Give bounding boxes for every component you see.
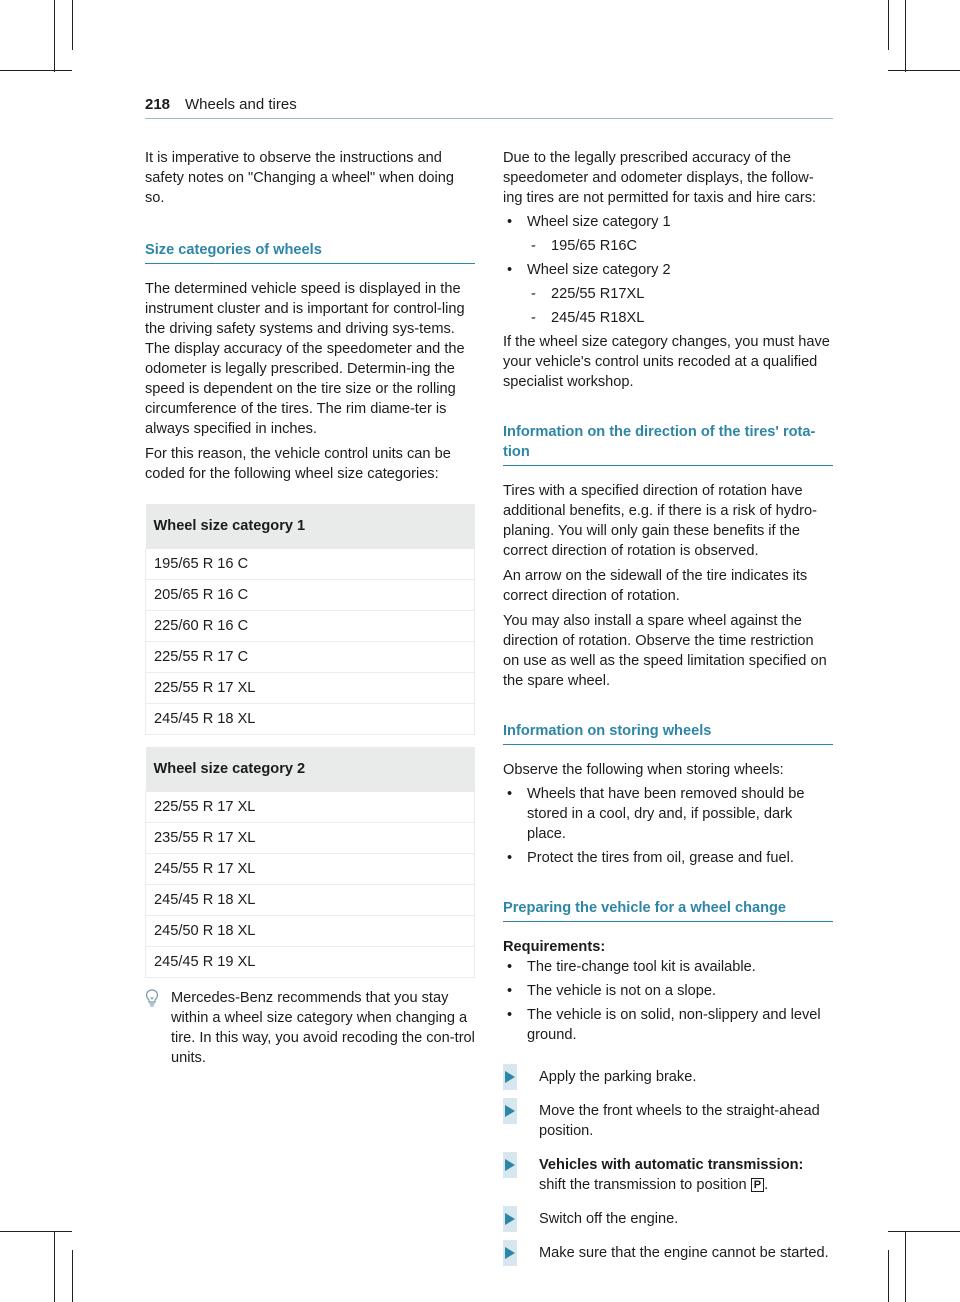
- table-row: [146, 673, 475, 704]
- list-item: [503, 212, 833, 232]
- step-item: [503, 1155, 833, 1195]
- step-text: Make sure that the engine cannot be started.: [539, 1245, 829, 1261]
- sub-list-item: [503, 236, 833, 256]
- list-item-text: The vehicle is on solid, non-slippery and level ground.: [527, 1007, 821, 1043]
- table-cell: 225/55 R 17 XL: [146, 792, 475, 823]
- rotation-paragraph-2: An arrow on the sidewall of the tire indicates its correct direction of rotation.: [503, 568, 808, 604]
- size-paragraph-1: The determined vehicle speed is displayed in the instrument cluster and is important for control-ling the driving safety systems and driving sys-tems. The display accuracy of the speedometer and the odometer is legally prescribed. Determin-ing the speed is dependent on the tire size or the rolling circumference of the tires. The rim diame-ter is always specified in inches.: [145, 281, 465, 437]
- tire-category-list: [503, 212, 833, 232]
- table-row: [146, 611, 475, 642]
- bullet: •: [507, 850, 513, 866]
- table-row: [146, 823, 475, 854]
- table-row: [146, 549, 475, 580]
- left-column: [145, 148, 475, 1068]
- table-cell: 225/55 R 17 C: [146, 642, 475, 673]
- size-paragraph-2: For this reason, the vehicle control units can be coded for the following wheel size categories:: [145, 446, 451, 482]
- wheel-size-table-category-1: [145, 504, 475, 735]
- page-title: Wheels and tires: [185, 96, 297, 113]
- dash: -: [531, 286, 536, 302]
- step-arrow-icon: [503, 1152, 517, 1178]
- tire-category-list: [503, 260, 833, 280]
- crop-mark: [72, 1250, 73, 1302]
- crop-mark: [72, 0, 73, 50]
- recode-text: If the wheel size category changes, you must have your vehicle's control units recoded at a qualified specialist workshop.: [503, 334, 830, 390]
- table-cell: 225/60 R 16 C: [146, 611, 475, 642]
- list-item-text: The tire-change tool kit is available.: [527, 959, 756, 975]
- step-text: Switch off the engine.: [539, 1211, 679, 1227]
- step-bold-label: Vehicles with automatic transmission:: [539, 1157, 804, 1173]
- page-number: 218: [145, 96, 171, 113]
- table-row: [146, 885, 475, 916]
- bullet: •: [507, 214, 513, 230]
- crop-mark: [54, 0, 55, 72]
- table-cell: 245/50 R 18 XL: [146, 916, 475, 947]
- list-item: [503, 848, 833, 868]
- step-text: Apply the parking brake.: [539, 1069, 697, 1085]
- table-cell: 205/65 R 16 C: [146, 580, 475, 611]
- crop-mark: [888, 1250, 889, 1302]
- list-item: [503, 1005, 833, 1045]
- speedometer-intro: Due to the legally prescribed accuracy of the speedometer and odometer displays, the follow-ing tires are not permitted for taxis and hire cars:: [503, 150, 817, 206]
- step-item: [503, 1243, 833, 1263]
- list-item: [503, 981, 833, 1001]
- table-row: [146, 704, 475, 735]
- step-item: [503, 1067, 833, 1087]
- table-row: [146, 916, 475, 947]
- list-item: [503, 957, 833, 977]
- step-item: [503, 1101, 833, 1141]
- table-cell: 245/45 R 19 XL: [146, 947, 475, 978]
- storing-list: [503, 784, 833, 868]
- requirements-label: Requirements:: [503, 939, 606, 955]
- table-header: Wheel size category 2: [146, 747, 475, 792]
- bullet: •: [507, 959, 513, 975]
- dash: -: [531, 310, 536, 326]
- crop-mark: [0, 70, 72, 71]
- storing-intro: Observe the following when storing wheels:: [503, 762, 784, 778]
- right-column: [503, 148, 833, 1277]
- crop-mark: [905, 0, 906, 72]
- section-heading-rotation: Information on the direction of the tires' rota-tion: [503, 422, 833, 466]
- bullet: •: [507, 1007, 513, 1023]
- table-row: [146, 854, 475, 885]
- page-header: [145, 94, 833, 119]
- table-row: [146, 947, 475, 978]
- lightbulb-icon: [145, 988, 171, 1013]
- list-item-text: The vehicle is not on a slope.: [527, 983, 717, 999]
- step-arrow-icon: [503, 1064, 517, 1090]
- bullet: •: [507, 786, 513, 802]
- wheel-size-table-category-2: [145, 747, 475, 978]
- tire-size: 225/55 R17XL: [551, 286, 645, 302]
- bullet: •: [507, 983, 513, 999]
- crop-mark: [888, 70, 960, 71]
- section-heading-preparing: Preparing the vehicle for a wheel change: [503, 898, 833, 922]
- table-cell: 245/45 R 18 XL: [146, 885, 475, 916]
- table-cell: 245/55 R 17 XL: [146, 854, 475, 885]
- step-arrow-icon: [503, 1240, 517, 1266]
- rotation-paragraph-1: Tires with a specified direction of rotation have additional benefits, e.g. if there is a risk of hydro-planing. You will only gain these benefits if the correct direction of rotation is observed.: [503, 483, 817, 559]
- step-text: shift the transmission to position: [539, 1177, 747, 1193]
- step-arrow-icon: [503, 1098, 517, 1124]
- rotation-paragraph-3: You may also install a spare wheel against the direction of rotation. Observe the time restriction on use as well as the speed limitation specified on the spare wheel.: [503, 613, 827, 689]
- list-item: [503, 260, 833, 280]
- note-box: [145, 988, 475, 1068]
- table-cell: 245/45 R 18 XL: [146, 704, 475, 735]
- list-item-text: Wheels that have been removed should be stored in a cool, dry and, if possible, dark place.: [527, 786, 805, 842]
- table-cell: 235/55 R 17 XL: [146, 823, 475, 854]
- list-item-text: Protect the tires from oil, grease and fuel.: [527, 850, 794, 866]
- section-heading-storing: Information on storing wheels: [503, 721, 833, 745]
- note-text: Mercedes-Benz recommends that you stay within a wheel size category when changing a tire. In this way, you avoid recoding the con-trol units.: [171, 990, 475, 1066]
- list-item-label: Wheel size category 1: [527, 214, 671, 230]
- crop-mark: [54, 1231, 55, 1302]
- gear-position-p: P: [751, 1178, 764, 1192]
- section-heading-size-categories: Size categories of wheels: [145, 240, 475, 264]
- dash: -: [531, 238, 536, 254]
- tire-size: 195/65 R16C: [551, 238, 638, 254]
- sub-list-item: [503, 284, 833, 304]
- tire-size: 245/45 R18XL: [551, 310, 645, 326]
- table-row: [146, 580, 475, 611]
- table-header: Wheel size category 1: [146, 504, 475, 549]
- table-cell: 225/55 R 17 XL: [146, 673, 475, 704]
- step-text-end: .: [764, 1177, 769, 1193]
- crop-mark: [888, 1231, 960, 1232]
- bullet: •: [507, 262, 513, 278]
- list-item-label: Wheel size category 2: [527, 262, 671, 278]
- table-cell: 195/65 R 16 C: [146, 549, 475, 580]
- step-item: [503, 1209, 833, 1229]
- requirements-list: [503, 957, 833, 1045]
- step-arrow-icon: [503, 1206, 517, 1232]
- table-row: [146, 642, 475, 673]
- crop-mark: [888, 0, 889, 50]
- step-text: Move the front wheels to the straight-ahead position.: [539, 1103, 820, 1139]
- intro-text: It is imperative to observe the instructions and safety notes on "Changing a wheel" when doing so.: [145, 150, 454, 206]
- crop-mark: [905, 1231, 906, 1302]
- sub-list-item: [503, 308, 833, 328]
- table-row: [146, 792, 475, 823]
- list-item: [503, 784, 833, 844]
- crop-mark: [0, 1231, 72, 1232]
